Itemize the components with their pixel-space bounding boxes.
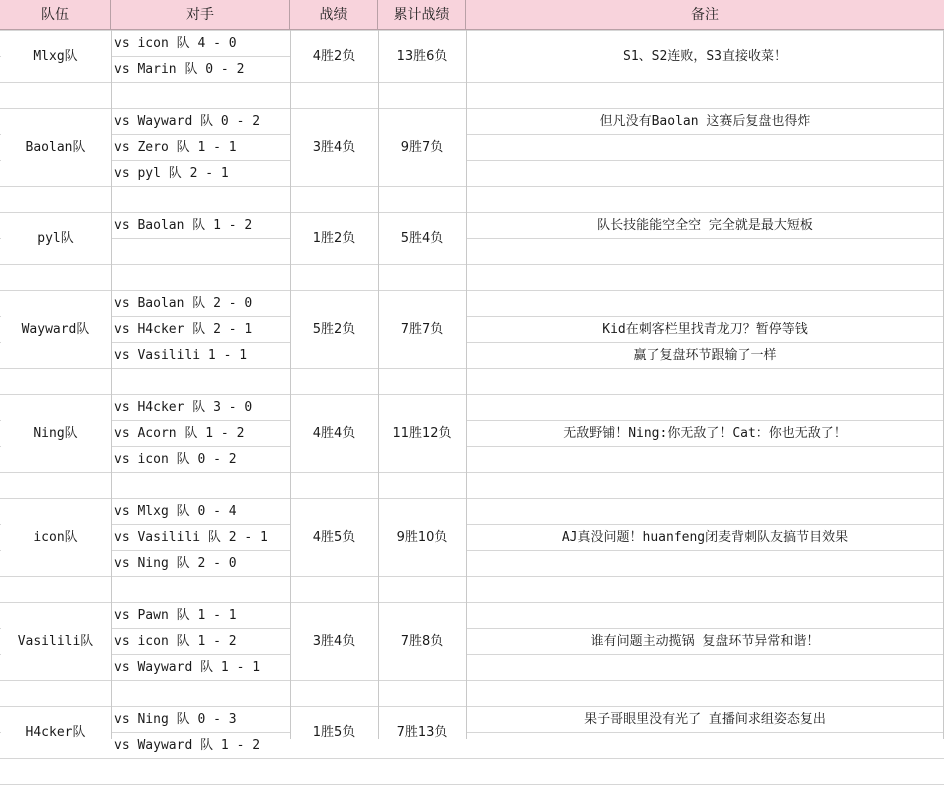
match-result: vs Mlxg 队 0 - 4 bbox=[114, 504, 237, 519]
match-result: vs Vasilili 1 - 1 bbox=[114, 348, 248, 363]
match-result: vs Wayward 队 0 - 2 bbox=[114, 114, 261, 129]
header-opponent: 对手 bbox=[111, 0, 290, 30]
team-note: 队长技能能空全空 完全就是最大短板 bbox=[597, 218, 813, 233]
cumulative-record: 11胜12负 bbox=[392, 426, 452, 441]
match-result: vs Wayward 队 1 - 1 bbox=[114, 660, 261, 675]
team-name: Wayward队 bbox=[21, 322, 90, 337]
match-result: vs Ning 队 0 - 3 bbox=[114, 712, 237, 727]
match-result: vs H4cker 队 3 - 0 bbox=[114, 400, 253, 415]
team-note: 但凡没有Baolan 这赛后复盘也得炸 bbox=[599, 114, 811, 129]
team-note: Kid在刺客栏里找青龙刀？暂停等钱 bbox=[602, 322, 808, 337]
match-result: vs icon 队 0 - 2 bbox=[114, 452, 237, 467]
team-note: AJ真没问题！huanfeng闭麦背刺队友搞节目效果 bbox=[561, 530, 849, 545]
team-record: 5胜2负 bbox=[312, 322, 356, 337]
team-record: 3胜4负 bbox=[312, 140, 356, 155]
match-result: vs Baolan 队 1 - 2 bbox=[114, 218, 253, 233]
team-name: Mlxg队 bbox=[33, 49, 78, 64]
cumulative-record: 7胜8负 bbox=[400, 634, 444, 649]
match-result: vs icon 队 1 - 2 bbox=[114, 634, 237, 649]
team-record: 4胜2负 bbox=[312, 49, 356, 64]
cumulative-record: 9胜7负 bbox=[400, 140, 444, 155]
team-name: H4cker队 bbox=[25, 725, 86, 740]
match-result: vs Acorn 队 1 - 2 bbox=[114, 426, 245, 441]
team-record: 1胜5负 bbox=[312, 725, 356, 740]
team-name: Ning队 bbox=[33, 426, 78, 441]
header-cumulative: 累计战绩 bbox=[378, 0, 466, 30]
row-gridline bbox=[0, 264, 944, 265]
cumulative-record: 7胜7负 bbox=[400, 322, 444, 337]
header-record: 战绩 bbox=[290, 0, 378, 30]
team-note: 果子哥眼里没有光了 直播间求组姿态复出 bbox=[584, 712, 826, 727]
team-name: pyl队 bbox=[37, 231, 74, 246]
match-result: vs Wayward 队 1 - 2 bbox=[114, 738, 261, 753]
team-name: Vasilili队 bbox=[17, 634, 94, 649]
match-result: vs Vasilili 队 2 - 1 bbox=[114, 530, 268, 545]
team-record: 4胜4负 bbox=[312, 426, 356, 441]
match-result: vs Baolan 队 2 - 0 bbox=[114, 296, 253, 311]
header-notes: 备注 bbox=[691, 7, 719, 23]
match-result: vs pyl 队 2 - 1 bbox=[114, 166, 229, 181]
match-result: vs Pawn 队 1 - 1 bbox=[114, 608, 237, 623]
team-name: icon队 bbox=[33, 530, 78, 545]
team-record: 3胜4负 bbox=[312, 634, 356, 649]
team-record: 1胜2负 bbox=[312, 231, 356, 246]
match-result: vs Ning 队 2 - 0 bbox=[114, 556, 237, 571]
header-team: 队伍 bbox=[0, 0, 111, 30]
team-note: 赢了复盘环节跟输了一样 bbox=[633, 348, 777, 363]
match-result: vs icon 队 4 - 0 bbox=[114, 36, 237, 51]
cumulative-record: 7胜13负 bbox=[396, 725, 448, 740]
team-note: 谁有问题主动揽锅 复盘环节异常和谐！ bbox=[590, 634, 820, 649]
match-result: vs H4cker 队 2 - 1 bbox=[114, 322, 253, 337]
team-record: 4胜5负 bbox=[312, 530, 356, 545]
cumulative-record: 9胜10负 bbox=[396, 530, 448, 545]
cumulative-record: 13胜6负 bbox=[396, 49, 448, 64]
match-result: vs Zero 队 1 - 1 bbox=[114, 140, 237, 155]
team-note: 无敌野铺！Ning:你无敌了！Cat：你也无敌了！ bbox=[563, 426, 847, 441]
team-name: Baolan队 bbox=[25, 140, 86, 155]
cumulative-record: 5胜4负 bbox=[400, 231, 444, 246]
match-result: vs Marin 队 0 - 2 bbox=[114, 62, 245, 77]
team-note: S1、S2连败，S3直接收菜！ bbox=[623, 49, 787, 64]
table-header bbox=[0, 0, 944, 30]
